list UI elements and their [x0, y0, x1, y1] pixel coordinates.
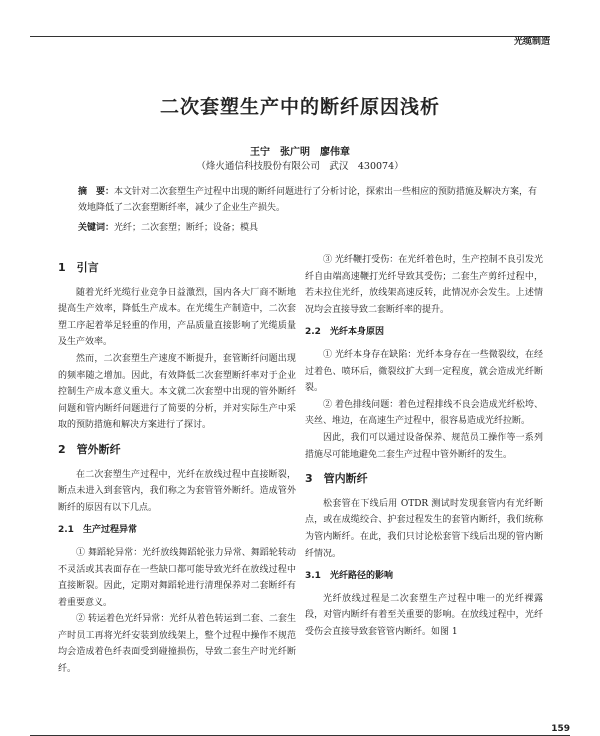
subsection-heading: 2.1 生产过程异常 — [58, 525, 137, 536]
paragraph: ② 转运着色光纤异常：光纤从着色转运到二套、二套生产时员工再将光纤安装到放线架上，整个过程中操作不规范均会造成着色纤表面受到碰撞损伤，导致二套生产时光纤断纤。 — [58, 614, 296, 675]
paper-affiliation: （烽火通信科技股份有限公司 武汉 430074） — [196, 161, 404, 172]
paragraph: ③ 光纤鞭打受伤：在光纤着色时，生产控制不良引发光纤自由端高速鞭打光纤导致其受伤；二套生产剪纤过程中，若未拉住光纤，放线架高速反转，此情况亦会发生。上述情况均会直接导致二套断纤率的提升。 — [305, 255, 543, 315]
abstract — [78, 184, 538, 216]
paragraph: 松套管在下线后用 OTDR 测试时发现套管内有光纤断点，或在成缆绞合、护套过程发生的套管内断纤，我们统称为管内断纤。在此，我们只讨论松套管下线后出现的管内断纤情况。 — [305, 498, 543, 559]
keywords-label: 关键词： — [78, 223, 115, 233]
left-column — [58, 252, 296, 678]
journal-name: 光缆制造 — [513, 37, 550, 47]
paragraph: ① 光纤本身存在缺陷：光纤本身存在一些微裂纹，在经过着色、喷环后，微裂纹扩大到一定程度，就会造成光纤断裂。 — [305, 349, 543, 394]
subsection-heading: 2.2 光纤本身原因 — [305, 327, 384, 338]
keywords — [78, 220, 538, 233]
header-rule — [30, 36, 550, 37]
keywords-text: 光纤；二次套塑；断纤；设备；模具 — [114, 223, 259, 233]
paragraph: ② 着色排线问题：着色过程排线不良会造成光纤松垮、夹丝、堆边，在高速生产过程中，很容易造成光纤拉断。 — [305, 399, 543, 427]
paragraph: ① 舞蹈轮异常：光纤放线舞蹈轮张力异常、舞蹈轮转动不灵活或其表面存在一些缺口都可能导致光纤在放线过程中直接断裂。因此，定期对舞蹈轮进行清理保养对二套断纤有着重要意义。 — [58, 547, 296, 608]
subsection-heading: 3.1 光纤路径的影响 — [305, 571, 393, 582]
paragraph: 光纤放线过程是二次套塑生产过程中唯一的光纤裸露段，对管内断纤有着至关重要的影响。在放线过程中，光纤受伤会直接导致套管管内断纤。如图 1 — [305, 593, 543, 637]
paragraph: 随着光纤光缆行业竞争日益激烈，国内各大厂商不断地提高生产效率，降低生产成本。在光缆生产制造中，二次套塑工序起着举足轻重的作用，产品质量直接影响了光缆质量及生产效率。 — [58, 287, 296, 348]
paragraph: 在二次套塑生产过程中，光纤在放线过程中直接断裂，断点未进入到套管内，我们称之为套管管外断纤。造成管外断纤的原因有以下几点。 — [58, 469, 296, 513]
abstract-label: 摘 要： — [78, 187, 115, 197]
paper-title: 二次套塑生产中的断纤原因浅析 — [159, 96, 440, 118]
section-heading: 3 管内断纤 — [305, 472, 368, 486]
paragraph: 然而，二次套塑生产速度不断提升，套管断纤问题出现的频率随之增加。因此，有效降低二次套塑断纤率对于企业控制生产成本意义重大。本文就二次套塑中出现的管外断纤问题和管内断纤问题进行了简要的分析，并对实际生产中采取的预防措施和解决方案进行了探讨。 — [58, 353, 296, 431]
abstract-text: 本文针对二次套塑生产过程中出现的断纤问题进行了分析讨论，探索出一些相应的预防措施及解决方案，有效地降低了二次套塑断纤率，减少了企业生产损失。 — [78, 187, 538, 213]
paragraph: 因此，我们可以通过设备保养、规范员工操作等一系列措施尽可能地避免二套生产过程中管外断纤的发生。 — [305, 432, 543, 460]
paper-authors: 王宁 张广明 廖伟章 — [250, 147, 350, 158]
section-heading: 1 引言 — [58, 261, 99, 274]
page-number: 159 — [551, 724, 570, 734]
right-column — [305, 252, 543, 640]
section-heading: 2 管外断纤 — [58, 442, 121, 456]
